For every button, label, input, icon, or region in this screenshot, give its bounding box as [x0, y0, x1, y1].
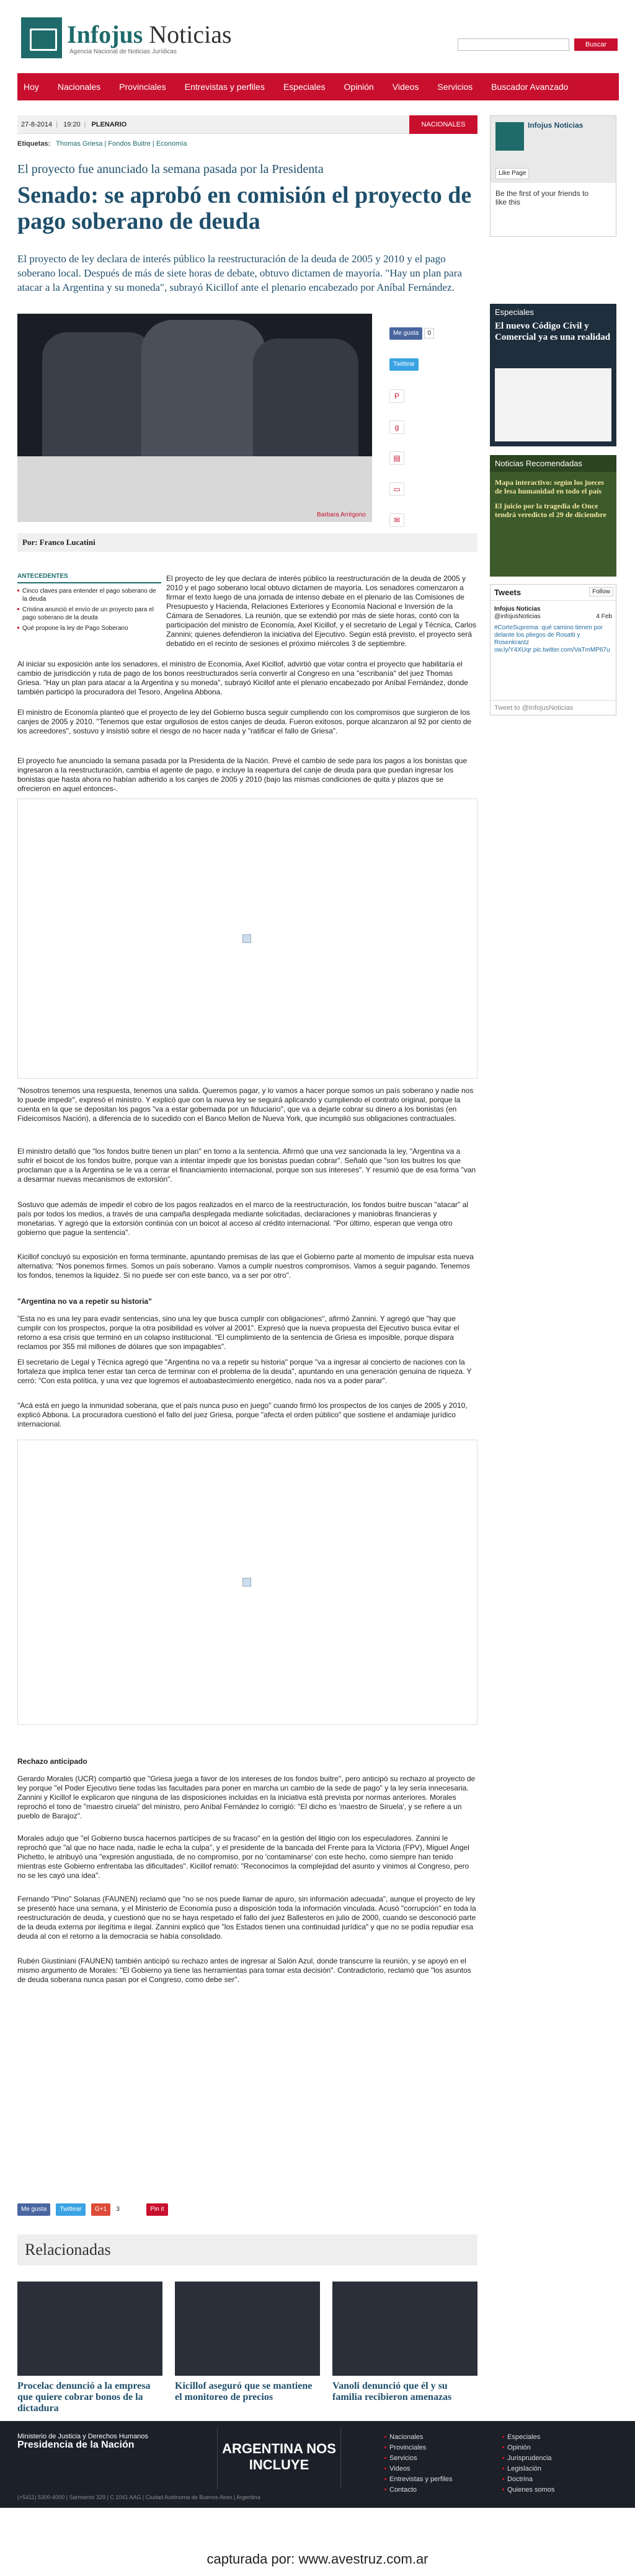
logo-icon[interactable] — [21, 17, 62, 58]
tag-link[interactable]: Economía — [156, 140, 187, 148]
antecedente-link[interactable]: Cristina anunció el envío de un proyecto para el pago soberano de la deuda — [17, 606, 161, 622]
antecedentes-box — [17, 573, 161, 635]
article-meta: 27-8-2014 | 19:20 | PLENARIO NACIONALES — [17, 115, 477, 134]
main-nav — [17, 73, 619, 100]
article-section: PLENARIO — [91, 121, 127, 128]
tweets-title: Tweets — [491, 585, 616, 601]
related-title[interactable]: Vanoli denunció que él y su familia recibieron amenazas — [332, 2381, 452, 2402]
nav-provinciales[interactable]: Provinciales — [119, 82, 166, 92]
article-kicker: El proyecto fue anunciado la semana pasada por la Presidenta — [17, 162, 324, 176]
fb-page-name[interactable]: Infojus Noticias — [528, 121, 584, 130]
especiales-box — [490, 304, 616, 446]
pdf-icon[interactable]: ▭ — [389, 482, 404, 496]
search-button[interactable]: Buscar — [574, 38, 618, 51]
tweet-date: 4 Feb — [596, 613, 612, 620]
paragraph: El ministro detalló que "los fondos buitre tienen un plan" en torno a la sentencia. Afirmó que una vez sancionada la ley, "Argentina va a sufrir el boicot de los fondos buitre, porque van a intentar impedir que los bonistas puedan cobrar". Señaló que "son los buitres los que proclaman que a la Argentina se le va a cerrar el financiamiento internacional, porque son sus intereses". Y resumió que de esa forma "van a desarmar nuevas mecanismos de extorsión". — [17, 1147, 476, 1184]
tags-line: Etiquetas: Thomas Griesa | Fondos Buitre | Economía — [17, 140, 187, 148]
paragraph: El proyecto de ley que declara de interés público la reestructuración de la deuda de 2005 y 2010 y el pago soberano local obtuvo dictamen de mayoría. Los senadores comenzaron a firmar el texto luego de una jornada de intenso debate en el plenario de las Comisiones de Presupuesto y Hacienda, Relaciones Exteriores y Economía Nacional e Inversión de la Cámara de Senadores. La reunión, que se extendió por más de siete horas, contó con la participación del ministro de Economía, Axel Kicillof, y el secretario de Legal y Técnica, Carlos Zannini; quienes defendieron la iniciativa del Ejecutivo. Según está previsto, el proyecto será debatido en el recinto de sesiones el próximo miércoles 3 de septiembre. — [166, 574, 477, 648]
footer-link[interactable]: Servicios — [384, 2453, 477, 2464]
print-icon[interactable]: ▤ — [389, 451, 404, 465]
article-title: Senado: se aprobó en comisión el proyecto de pago soberano de deuda — [17, 182, 472, 234]
facebook-like-button[interactable]: Me gusta — [389, 327, 422, 340]
related-item[interactable] — [175, 2282, 320, 2403]
related-image[interactable] — [175, 2282, 320, 2376]
footer-link[interactable]: Quienes somos — [502, 2485, 595, 2495]
gplus-count: 3 — [116, 2206, 120, 2213]
logo-tagline: Agencia Nacional de Noticias Jurídicas — [69, 48, 177, 55]
nav-hoy[interactable]: Hoy — [24, 82, 39, 92]
logo-text[interactable]: Infojus Noticias — [67, 20, 232, 48]
nav-nacionales[interactable]: Nacionales — [57, 82, 101, 92]
related-title[interactable]: Kicillof aseguró que se mantiene el monitoreo de precios — [175, 2381, 313, 2402]
footer-link[interactable]: Provinciales — [384, 2443, 477, 2453]
subheading: "Argentina no va a repetir su historia" — [17, 1297, 152, 1306]
twitter-follow-button[interactable]: Follow — [589, 587, 613, 596]
paragraph: Morales adujo que "el Gobierno busca hacernos partícipes de su fracaso" en la gestión del litigio con los especuladores. Zannini le reprochó que "al que no hace nada, nadie le echa la culpa", y el presidente de la bancada del Frente para la Victoria (FPV), Miguel Ángel Pichetto, le atribuyó una "expresión angustiada, de no compromiso, por no 'contaminarse' con este hecho, como siempre han tenido mientras este Gobierno enfrentaba las dificultades". Kicillof remató: "Reconocimos la complejidad del asunto y vinimos al Congreso, pero no se les cayó una idea". — [17, 1834, 469, 1880]
tweet-item[interactable] — [491, 601, 616, 659]
subheading: Rechazo anticipado — [17, 1757, 87, 1766]
embedded-media[interactable] — [17, 1440, 477, 1725]
pinterest-button[interactable]: Pin it — [146, 2203, 167, 2216]
facebook-like-button[interactable]: Me gusta — [17, 2203, 50, 2216]
article-time: 19:20 — [63, 121, 81, 128]
footer-link[interactable]: Jurisprudencia — [502, 2453, 595, 2464]
paragraph: El proyecto fue anunciado la semana pasada por la Presidenta de la Nación. Prevé el cambio de sede para los pagos a los bonistas que ingresaron a la reestructuración, cambia el agente de pago, e incluye la reapertura del canje de deuda para que puedan ingresar los bonistas que hasta ahora no habían adherido a los canjes de 2005 y 2010 (bajo las mismas condiciones de quita y plazos que se ofrecieron en aquel entonces-. — [17, 756, 468, 793]
fb-like-page-button[interactable]: Like Page — [495, 168, 529, 179]
recomendada-link[interactable]: Mapa interactivo: según los jueces de lesa humanidad en todo el país — [495, 478, 604, 495]
footer-link[interactable]: Doctrina — [502, 2474, 595, 2485]
paragraph: Sostuvo que además de impedir el cobro de los pagos realizados en el marco de la reestructuración, los fondos buitre buscan "atacar" al país por todos los medios, a través de una campaña desplegada mediante solicitadas, declaraciones y maniobras financieras y monetarias. Y agregó que la extorsión continúa con un boicot al acceso al crédito internacional. "Por último, esperan que venga otro gobierno que pague la sentencia". — [17, 1200, 468, 1237]
share-bar — [17, 2203, 477, 2218]
paragraph: "Nosotros tenemos una respuesta, tenemos una salida. Queremos pagar, y lo vamos a hacer porque somos un país soberano y nadie nos lo puede impedir", expresó el ministro. Y explicó que con la nueva ley se seguirá aplicando y cumpliendo el contrato original, porque la cuenta en la que se depositan los pagos "va a estar gobernada por un fiduciario", que va a dejarle cobrar su dinero a los bonistas (en Fideicomisos Nación), a diferencia de lo sucedido con el Banco Mellon de Nueva York, que incumplió sus obligaciones contractuales. — [17, 1086, 474, 1123]
especial-banner[interactable] — [495, 368, 611, 441]
related-header: Relacionadas — [17, 2234, 477, 2265]
paragraph: Kicillof concluyó su exposición en forma terminante, apuntando premisas de las que el Gobierno parte al momento de impulsar esta nueva alternativa: "Nos ponemos firmes. Somos un país soberano. Vamos a cumplir nuestros compromisos. Vamos a seguir pagando. Tenemos los fondos, tenemos la liquidez. Si no puede ser con este banco, va a ser por otro". — [17, 1252, 474, 1280]
nav-buscador[interactable]: Buscador Avanzado — [491, 82, 569, 92]
email-icon[interactable]: ✉ — [389, 513, 404, 527]
especial-link[interactable]: El nuevo Código Civil y Comercial ya es una realidad — [495, 321, 611, 342]
tweet-to-box[interactable]: Tweet to @InfojusNoticias — [491, 700, 616, 715]
recomendada-link[interactable]: El juicio por la tragedia de Once tendrá veredicto el 29 de diciembre — [495, 502, 606, 519]
paragraph: "Esta no es una ley para evadir sentencias, sino una ley que busca cumplir con obligaciones", afirmó Zannini. Y agregó que "hay que cumplir con los prospectos, porque la otra posibilidad es volver al 2001". Expresó que la nueva propuesta del Ejecutivo busca evitar el retorno a esa crisis que terminó en un colapso institucional. "El cumplimiento de la sentencia de Griesa es imposible, porque dispara reclamos por 355 mil millones de dólares que son impagables". — [17, 1314, 460, 1351]
embedded-media[interactable] — [17, 799, 477, 1079]
recomendadas-box — [490, 455, 616, 577]
antecedente-link[interactable]: Cinco claves para entender el pago soberano de la deuda — [17, 587, 161, 603]
like-count: 0 — [424, 328, 434, 339]
antecedentes-title: ANTECEDENTES — [17, 573, 161, 583]
tag-link[interactable]: Thomas Griesa — [56, 140, 103, 148]
photo-credit: Barbara Arrégono — [317, 511, 366, 518]
tweet-text: #CorteSuprema: qué camino tienen por delante los pliegos de Rosatti y Rosenkrantz — [494, 624, 603, 646]
paragraph: Rubén Giustiniani (FAUNEN) también anticipó su rechazo antes de ingresar al Salón Azul, donde transcurre la reunión, y se apoyó en el mismo argumento de Morales: "El Gobierno ya tiene las herramientas para tomar esta decisión". Contradictorio, reclamó que "los asuntos de deuda soberana nunca pasan por el Congreso, como debe ser". — [17, 1957, 471, 1984]
footer-link[interactable]: Legislación — [502, 2464, 595, 2474]
tweet-user[interactable]: Infojus Noticias — [494, 606, 541, 613]
related-image[interactable] — [17, 2282, 162, 2376]
footer-link[interactable]: Opinión — [502, 2443, 595, 2453]
nav-opinion[interactable]: Opinión — [344, 82, 374, 92]
tweet-button[interactable]: Twittear — [389, 358, 419, 371]
footer-links-1 — [384, 2432, 477, 2495]
related-image[interactable] — [332, 2282, 477, 2376]
especiales-title: Especiales — [495, 308, 534, 317]
page-avatar[interactable] — [495, 122, 524, 151]
fb-friends-text: Be the first of your friends to like this — [495, 189, 589, 206]
related-item[interactable] — [17, 2282, 162, 2414]
footer-link[interactable]: Contacto — [384, 2485, 477, 2495]
footer-link[interactable]: Nacionales — [384, 2432, 477, 2443]
tweet-button[interactable]: Twittear — [56, 2203, 85, 2216]
footer-link[interactable]: Especiales — [502, 2432, 595, 2443]
footer-address: (+5411) 5300-4000 | Sarmiento 329 | C 1041 AAG | Ciudad Autónoma de Buenos Aires | Argentina — [17, 2494, 260, 2500]
ministry-logo[interactable]: Ministerio de Justicia y Derechos Humanos Presidencia de la Nación — [17, 2433, 148, 2450]
nav-entrevistas[interactable]: Entrevistas y perfiles — [184, 82, 265, 92]
twitter-widget — [490, 584, 616, 715]
article-date: 27-8-2014 — [21, 121, 53, 128]
nav-servicios[interactable]: Servicios — [437, 82, 473, 92]
category-tag[interactable]: NACIONALES — [409, 115, 477, 134]
tweet-link[interactable]: ow.ly/Y4XUqr pic.twitter.com/VaTmMP67u — [494, 647, 610, 653]
footer-links-2 — [502, 2432, 595, 2495]
plugin-icon — [242, 934, 251, 943]
google-plus-button[interactable]: G+1 — [91, 2203, 110, 2216]
nav-videos[interactable]: Videos — [392, 82, 419, 92]
site-footer — [0, 2421, 635, 2508]
pinterest-icon[interactable]: P — [389, 389, 404, 403]
footer-slogan: ARGENTINA NOS INCLUYE — [217, 2427, 341, 2489]
recomendadas-title: Noticias Recomendadas — [490, 455, 616, 472]
tweet-handle[interactable]: @infojusNoticias — [494, 613, 541, 620]
footer-link[interactable]: Videos — [384, 2464, 477, 2474]
nav-especiales[interactable]: Especiales — [283, 82, 326, 92]
search-input[interactable] — [458, 38, 569, 51]
paragraph: El ministro de Economía planteó que el proyecto de ley del Gobierno busca seguir cumpliendo con los compromisos que surgieron de los canjes de 2005 y 2010. "Tenemos que estar orgullosos de estos canjes de deuda. Fueron exitosos, porque alcanzaron al 92 por ciento de los acreedores", sostuvo y insistió sobre el riesgo de no hacer nada y "ratificar el fallo de Griesa". — [17, 708, 472, 735]
capture-credit: capturada por: www.avestruz.com.ar — [206, 2551, 429, 2567]
share-column — [389, 327, 464, 544]
plugin-icon — [242, 1578, 251, 1587]
antecedente-link[interactable]: Qué propone la ley de Pago Soberano — [17, 624, 161, 632]
tag-link[interactable]: Fondos Buitre — [108, 140, 151, 148]
paragraph: Al iniciar su exposición ante los senadores, el ministro de Economía, Axel Kicillof, advirtió que votar contra el proyecto que habilitaría el cambio de jurisdicción y ruta de pago de los bonos reestructurados sería convertir al Congreso en una "escribanía" del juez Thomas Griesa. "Hay un plan para atacar a la Argentina y su moneda", subrayó Kicillof ante el plenario encabezado por Aníbal Fernández, donde también participó la procuradora del Tesoro, Angelina Abbona. — [17, 660, 468, 696]
related-title[interactable]: Procelac denunció a la empresa que quiere cobrar bonos de la dictadura — [17, 2381, 151, 2414]
paragraph: Gerardo Morales (UCR) compartió que "Griesa juega a favor de los intereses de los fondos buitre", pero anticipó su rechazo al proyecto de ley porque "el Poder Ejecutivo tiene todas las facultades para poner en marcha un cambio de la sede de pago" y la ley sería innecesaria. Zannini y Kicillof le explicaron que ninguna de las disposiciones incluidas en la iniciativa está prevista por normas anteriores. Morales reprochó el tono de "maestro ciruela" del ministro, pero Aníbal Fernández lo corrigió: "El dicho es 'maestro de Siruela', y se refiere a un pueblo de Barajoz". — [17, 1774, 476, 1820]
google-plus-icon[interactable]: g — [389, 420, 404, 434]
tags-label: Etiquetas: — [17, 140, 51, 148]
paragraph: El secretario de Legal y Técnica agregó que "Argentina no va a repetir su historia" porque "va a ingresar al concierto de naciones con la fortaleza que implica tener estar tan cerca de terminar con el problema de la deuda", apuntando en una generación genuina de riqueza. Y cerró: "Con esta política, y una vez que logremos el autoabastecimiento energético, nada nos va a poder parar". — [17, 1358, 472, 1385]
article-lead: El proyecto de ley declara de interés público la reestructuración de la deuda de 2005 y 2010 y el pago soberano local. Después de más de siete horas de debate, obtuvo dictamen de mayoría. "Hay un plan para atacar a la Argentina y su moneda", subrayó Kicillof ante el plenario encabezado por Aníbal Fernández. — [17, 253, 462, 293]
related-item[interactable] — [332, 2282, 477, 2403]
article-photo — [17, 314, 372, 522]
article-author: Por: Franco Lucatini — [17, 533, 477, 552]
paragraph: "Acá está en juego la inmunidad soberana, que el país nunca puso en juego" cuando firmó los prospectos de los canjes de 2005 y 2010, explicó Abbona. La procuradora cuestionó el fallo del juez Griesa, porque "afecta el orden público" que sostiene el andamiaje jurídico internacional. — [17, 1401, 468, 1428]
footer-link[interactable]: Entrevistas y perfiles — [384, 2474, 477, 2485]
facebook-widget — [490, 115, 616, 237]
site-header — [17, 14, 619, 63]
paragraph: Fernando "Pino" Solanas (FAUNEN) reclamó que "no se nos puede llamar de apuro, sin información adecuada", aunque el proyecto de ley se presentó hace una semana, y el Ministerio de Economía puso a disposición toda la información vinculada. Acusó "corrupción" en toda la reestructuración de deuda, y cuestionó que no se haya respetado el fallo del juez Ballesteros en julio de 2000, cuando se desconoció parte de la deuda externa por ilegítima e ilegal. Zannini explicó que "los Estados tienen una continuidad jurídica" y que no se podía repudiar esa deuda al con el retorno a la democracia se había consolidado. — [17, 1895, 476, 1941]
